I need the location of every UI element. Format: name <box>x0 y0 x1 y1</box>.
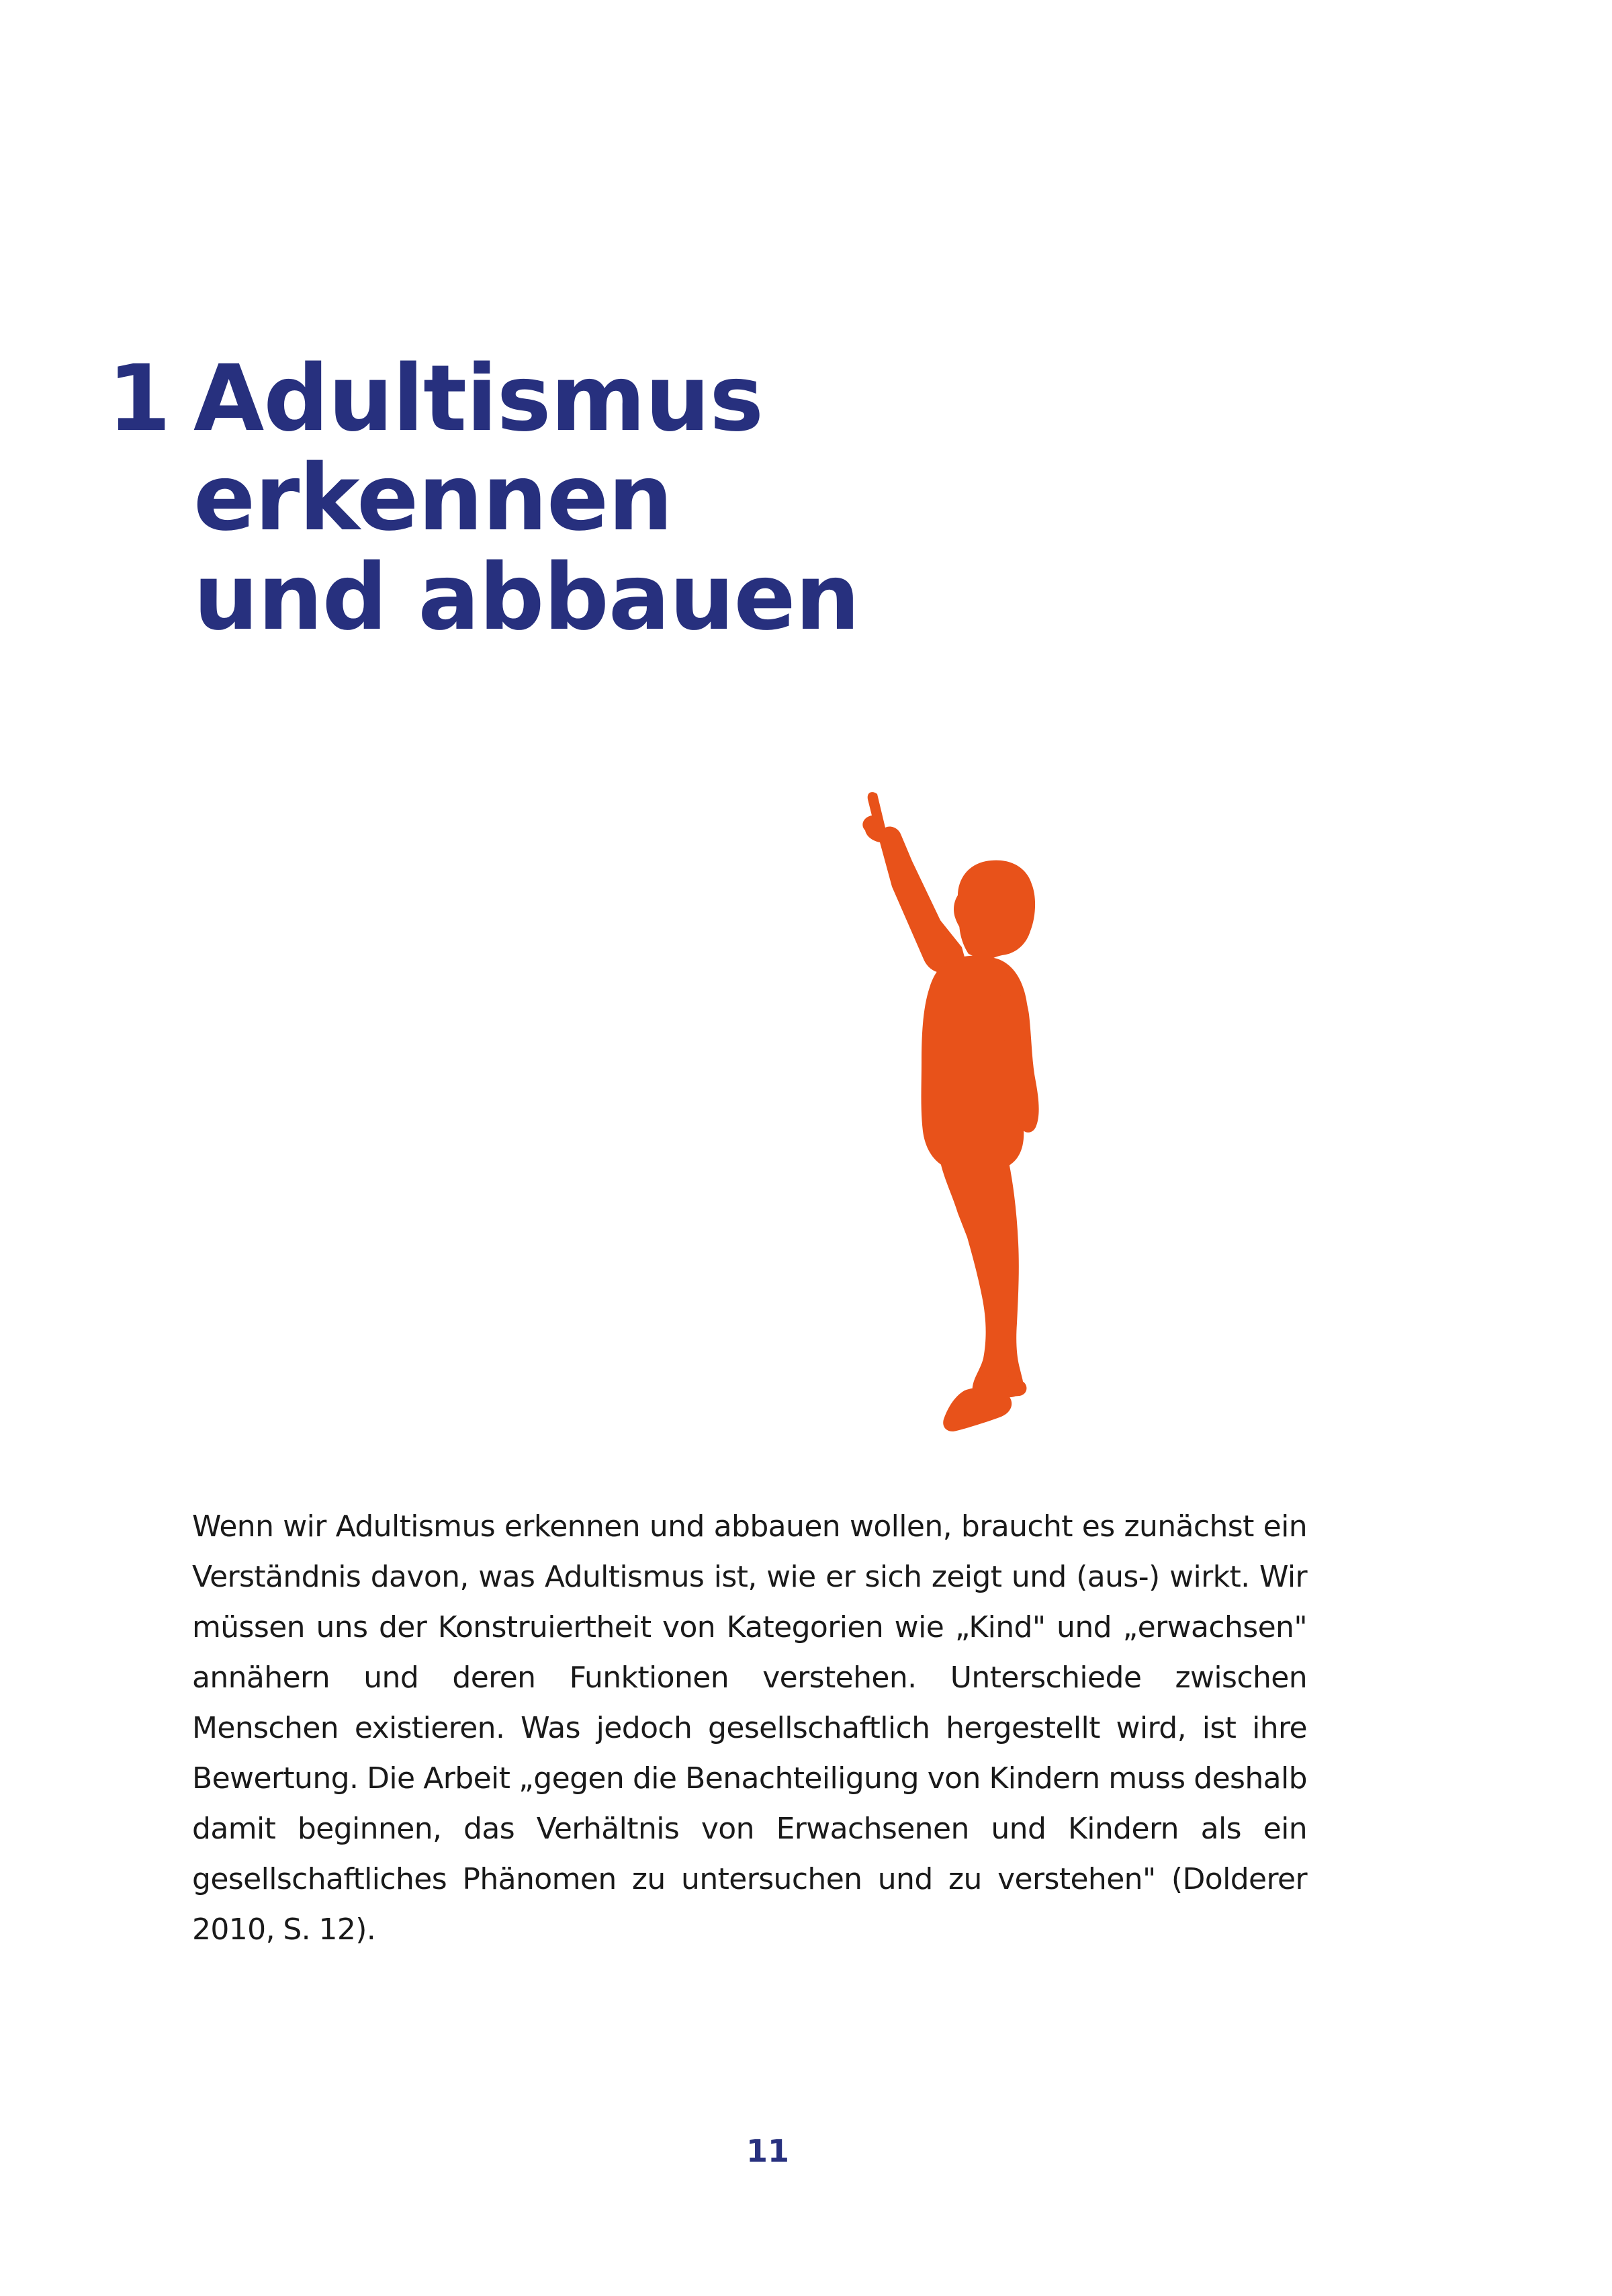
body-paragraph: Wenn wir Adultismus erkennen und abbauen wollen, braucht es zunächst ein Verständnis davon, was Adultismus ist, wie er sich zeigt und (aus-) wirkt. Wir müssen uns der Konstruiertheit von Kategorien wie „Kind" und „erwachsen" annähern und deren Funktionen verstehen. Unterschiede zwischen Menschen existieren. Was jedoch gesellschaftlich hergestellt wird, ist ihre Bewertung. Die Arbeit „gegen die Benachteiligung von Kindern muss deshalb damit beginnen, das Verhältnis von Erwachsenen und Kindern als ein gesellschaftliches Phänomen zu untersuchen und zu verstehen" (Dolderer 2010, S. 12). <box>192 1509 1307 1947</box>
child-pointing-up-silhouette-icon <box>846 786 1102 1451</box>
chapter-heading <box>107 346 860 651</box>
chapter-title-line: und abbauen <box>193 545 860 651</box>
page-number: 11 <box>746 2133 789 2169</box>
chapter-title-line: erkennen <box>193 445 673 551</box>
chapter-title-line: Adultismus <box>193 346 764 452</box>
chapter-heading-line-1 <box>107 346 859 452</box>
chapter-number: 1 <box>107 346 171 452</box>
silhouette-shape <box>862 792 1038 1431</box>
